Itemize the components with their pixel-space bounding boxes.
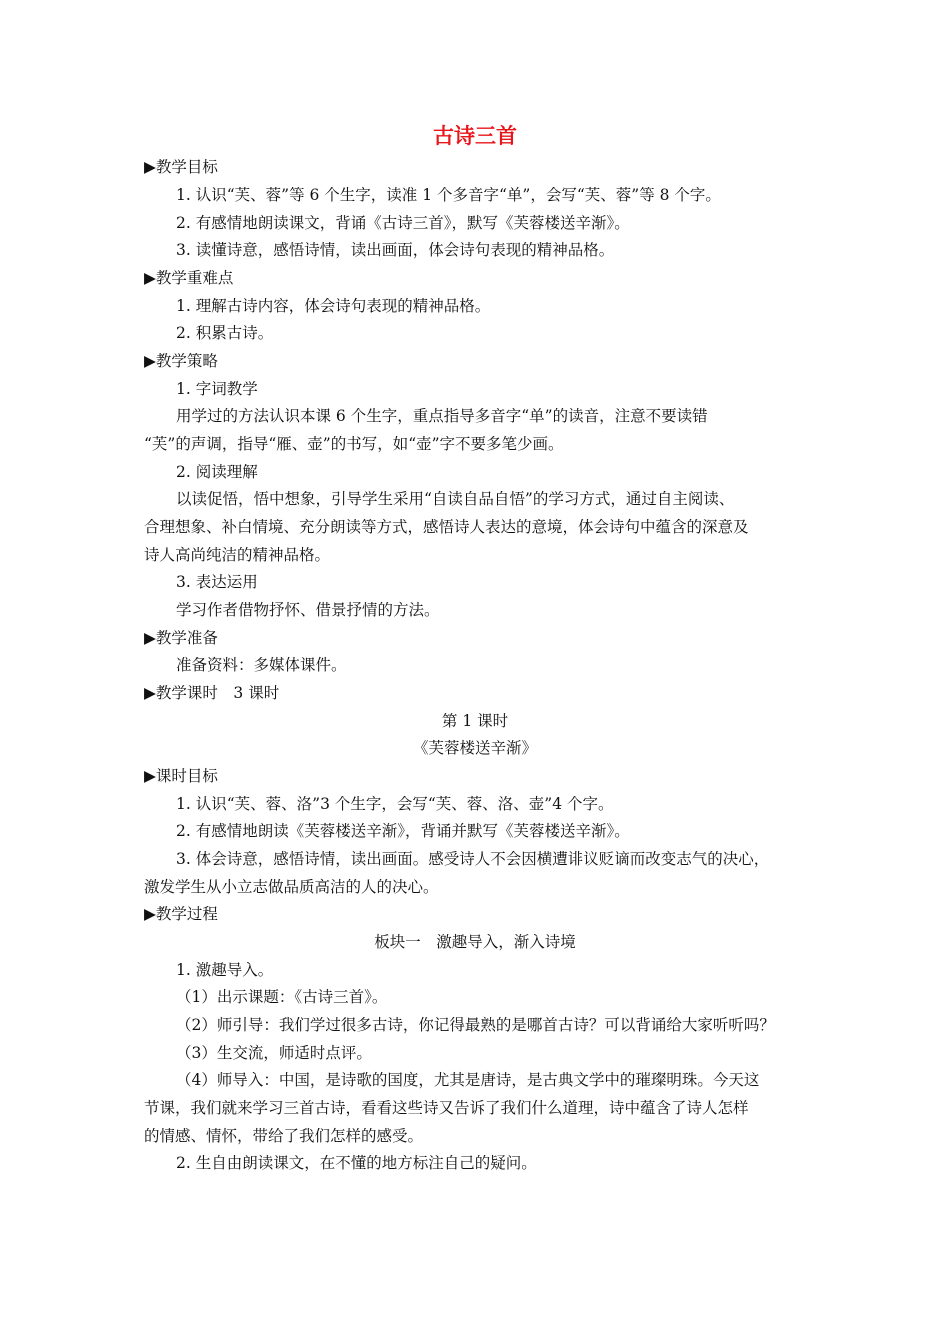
paragraph-line: 学习作者借物抒怀、借景抒情的方法。	[176, 601, 440, 619]
paragraph-line: 以读促悟，悟中想象，引导学生采用“自读自品自悟”的学习方式，通过自主阅读、	[176, 490, 735, 508]
section-heading: ▶教学准备	[144, 629, 218, 647]
paragraph-line: 诗人高尚纯洁的精神品格。	[144, 546, 331, 564]
paragraph-line: “芙”的声调，指导“雁、壶”的书写，如“壶”字不要多笔少画。	[144, 435, 564, 453]
paragraph-line: 节课，我们就来学习三首古诗，看看这些诗又告诉了我们什么道理，诗中蕴含了诗人怎样	[144, 1099, 749, 1117]
section-heading: ▶教学策略	[144, 352, 218, 370]
paragraph-line: 准备资料：多媒体课件。	[176, 656, 347, 674]
paragraph-line: 2. 积累古诗。	[176, 324, 274, 342]
paragraph-line: 1. 认识“芙、蓉”等 6 个生字，读准 1 个多音字“单”，会写“芙、蓉”等 8 个字。	[176, 186, 721, 204]
paragraph-line: 1. 字词教学	[176, 380, 258, 398]
paragraph-line: 用学过的方法认识本课 6 个生字，重点指导多音字“单”的读音，注意不要读错	[176, 407, 708, 425]
paragraph-line: 2. 生自由朗读课文，在不懂的地方标注自己的疑问。	[176, 1154, 537, 1172]
section-heading: ▶教学目标	[144, 158, 218, 176]
paragraph-line: （3）生交流，师适时点评。	[176, 1044, 372, 1062]
section-heading: ▶教学过程	[144, 905, 218, 923]
paragraph-line: 3. 体会诗意，感悟诗情，读出画面。感受诗人不会因横遭诽议贬谪而改变志气的决心，	[176, 850, 770, 868]
document-title: 古诗三首	[433, 124, 517, 148]
paragraph-line: 1. 认识“芙、蓉、洛”3 个生字，会写“芙、蓉、洛、壶”4 个字。	[176, 795, 614, 813]
paragraph-line: （4）师导入：中国，是诗歌的国度，尤其是唐诗，是古典文学中的璀璨明珠。今天这	[176, 1071, 760, 1089]
paragraph-line: 激发学生从小立志做品质高洁的人的决心。	[144, 878, 439, 896]
paragraph-line: 3. 读懂诗意，感悟诗情，读出画面，体会诗句表现的精神品格。	[176, 241, 615, 259]
section-heading: ▶课时目标	[144, 767, 218, 785]
block-heading: 板块一 激趣导入，渐入诗境	[374, 933, 576, 951]
paragraph-line: （1）出示课题：《古诗三首》。	[176, 988, 388, 1006]
section-heading: ▶教学重难点	[144, 269, 234, 287]
paragraph-line: 2. 阅读理解	[176, 463, 258, 481]
paragraph-line: 2. 有感情地朗读课文，背诵《古诗三首》，默写《芙蓉楼送辛渐》。	[176, 214, 630, 232]
paragraph-line: （2）师引导：我们学过很多古诗，你记得最熟的是哪首古诗？可以背诵给大家听听吗？	[176, 1016, 775, 1034]
paragraph-line: 1. 激趣导入。	[176, 961, 274, 979]
paragraph-line: 2. 有感情地朗读《芙蓉楼送辛渐》，背诵并默写《芙蓉楼送辛渐》。	[176, 822, 630, 840]
paragraph-line: 的情感、情怀，带给了我们怎样的感受。	[144, 1127, 424, 1145]
lesson-heading: 第 1 课时	[441, 712, 509, 730]
paragraph-line: 1. 理解古诗内容，体会诗句表现的精神品格。	[176, 297, 491, 315]
lesson-poem-title: 《芙蓉楼送辛渐》	[412, 739, 537, 757]
section-heading: ▶教学课时 3 课时	[144, 684, 280, 702]
paragraph-line: 3. 表达运用	[176, 573, 258, 591]
paragraph-line: 合理想象、补白情境、充分朗读等方式，感悟诗人表达的意境，体会诗句中蕴含的深意及	[144, 518, 749, 536]
